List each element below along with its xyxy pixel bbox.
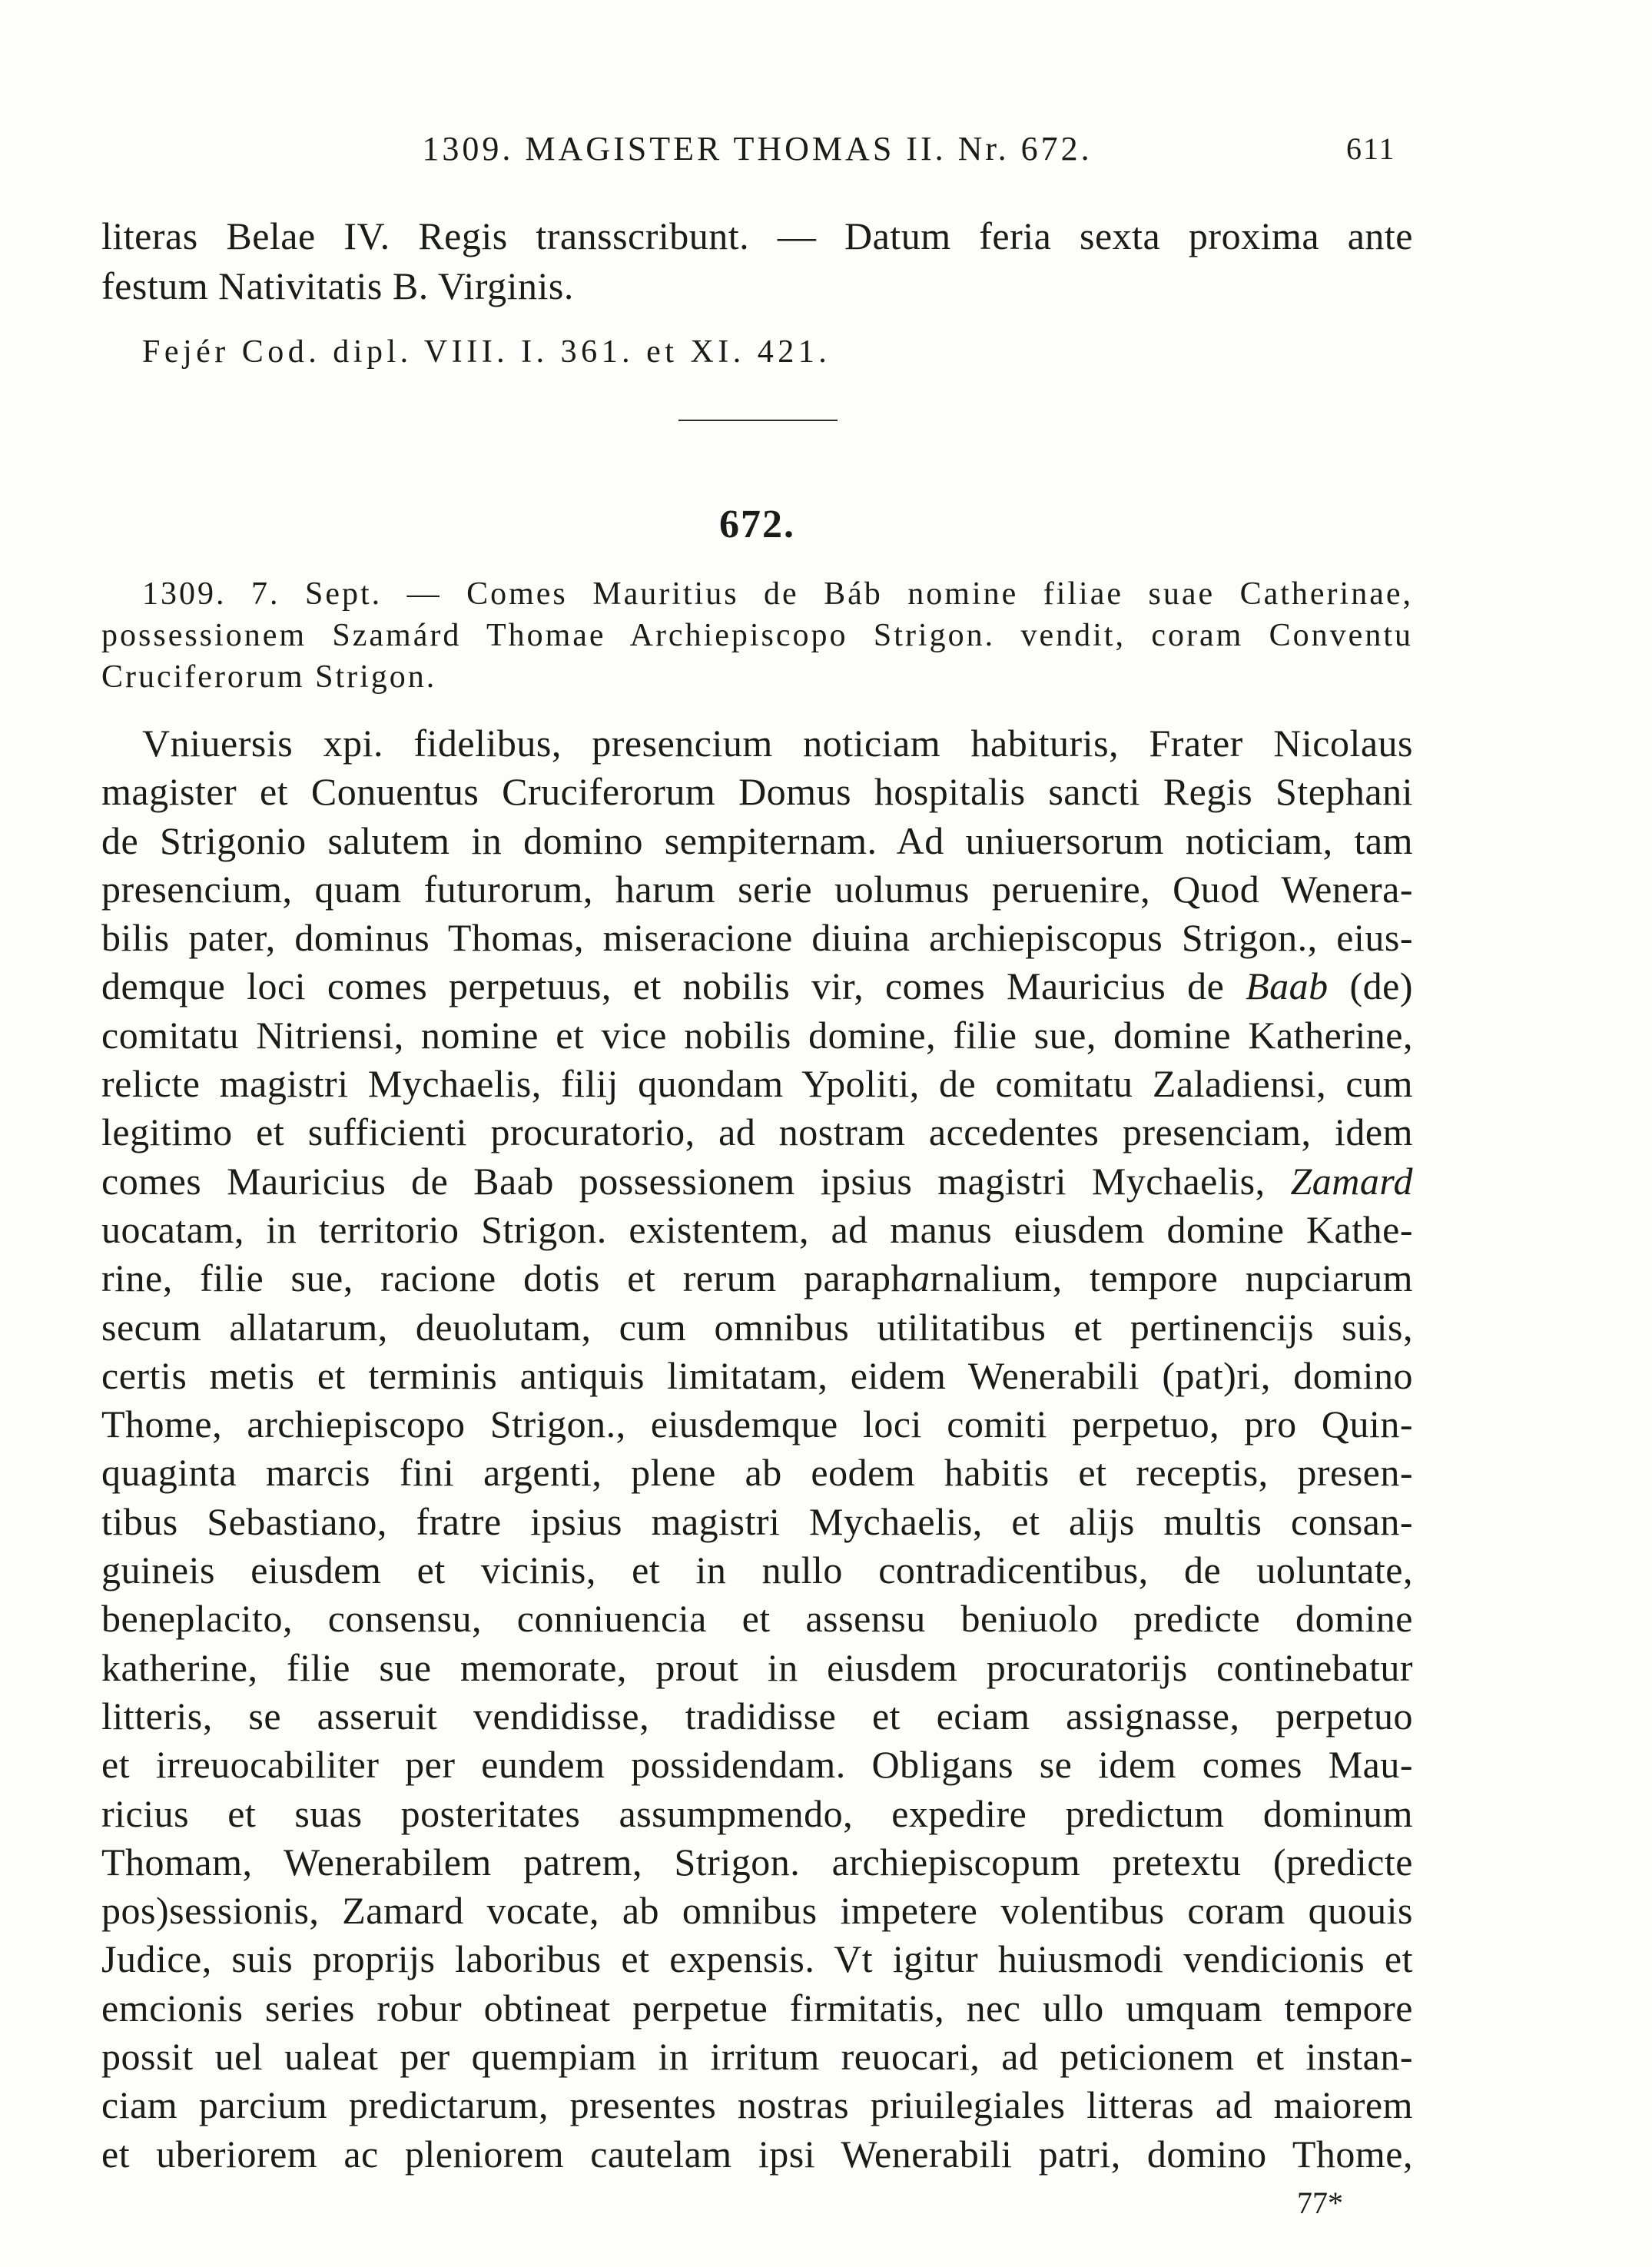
text-segment: rine, filie sue, racione dotis et rerum paraph (101, 1256, 911, 1300)
text-line: ricius et suas posteritates assumpmendo, expedire predictum dominum (101, 1791, 1413, 1835)
previous-entry-text (101, 211, 1413, 311)
text-line: magister et Conuentus Cruciferorum Domus hospitalis sancti Regis Stephani (101, 770, 1413, 814)
text-line: guineis eiusdem et vicinis, et in nullo contradicentibus, de uoluntate, (101, 1548, 1413, 1592)
text-line: et irreuocabiliter per eundem possidendam. Obligans se idem comes Mau- (101, 1743, 1413, 1787)
text-line: katherine, filie sue memorate, prout in eiusdem procuratorijs continebatur (101, 1645, 1413, 1689)
summary-line: possessionem Szamárd Thomae Archiepiscopo Strigon. vendit, coram Conventu (101, 618, 1413, 653)
text-line (101, 962, 1413, 1011)
signature-mark: 77* (1297, 2186, 1343, 2220)
text-line: Vniuersis xpi. fidelibus, presencium noticiam habituris, Frater Nicolaus (142, 722, 1413, 765)
text-line: bilis pater, dominus Thomas, miseracione diuina archiepiscopus Strigon., eius- (101, 916, 1413, 960)
text-line: litteris, se asseruit vendidisse, tradidisse et eciam assignasse, perpetuo (101, 1694, 1413, 1738)
text-line: ciam parcium predictarum, presentes nostras priuilegiales litteras ad maiorem (101, 2083, 1413, 2127)
italic-name: Zamard (1290, 1159, 1413, 1203)
text-line: possit uel ualeat per quempiam in irritum reuocari, ad peticionem et instan- (101, 2035, 1413, 2079)
charter-text (101, 719, 1413, 2179)
running-title: 1309. MAGISTER THOMAS II. Nr. 672. (422, 130, 1093, 168)
text-line: festum Nativitatis B. Virginis. (101, 264, 574, 307)
text-line: presencium, quam futurorum, harum serie uolumus peruenire, Quod Wenera- (101, 867, 1413, 911)
text-segment: demque loci comes perpetuus, et nobilis vir, comes Mauricius de (101, 964, 1246, 1008)
text-line: Judice, suis proprijs laboribus et expensis. Vt igitur huiusmodi vendicionis et (101, 1937, 1413, 1981)
text-line: beneplacito, consensu, conniuencia et assensu beniuolo predicte domine (101, 1597, 1413, 1641)
text-line: Thome, archiepiscopo Strigon., eiusdemque loci comiti perpetuo, pro Quin- (101, 1402, 1413, 1446)
text-line (101, 1254, 1413, 1303)
text-line: legitimo et sufficienti procuratorio, ad nostram accedentes presenciam, idem (101, 1110, 1413, 1154)
text-line: secum allatarum, deuolutam, cum omnibus utilitatibus et pertinencijs suis, (101, 1305, 1413, 1349)
summary-line: Cruciferorum Strigon. (101, 659, 437, 695)
italic-name: Baab (1246, 964, 1329, 1008)
text-line: certis metis et terminis antiquis limitatam, eidem Wenerabili (pat)ri, domino (101, 1353, 1413, 1397)
source-citation: Fejér Cod. dipl. VIII. I. 361. et XI. 421. (142, 334, 831, 370)
text-segment: (de) (1328, 964, 1413, 1008)
section-divider (678, 420, 838, 421)
italic-letter: a (911, 1256, 930, 1300)
text-line: uocatam, in territorio Strigon. existentem, ad manus eiusdem domine Kathe- (101, 1207, 1413, 1251)
text-line: literas Belae IV. Regis transscribunt. — Datum feria sexta proxima ante (101, 214, 1413, 257)
entry-number: 672. (719, 503, 795, 546)
summary-line: 1309. 7. Sept. — Comes Mauritius de Báb nomine filiae suae Catherinae, (142, 576, 1413, 612)
text-line (101, 1157, 1413, 1206)
text-line: pos)sessionis, Zamard vocate, ab omnibus impetere volentibus coram quouis (101, 1889, 1413, 1933)
text-line: comitatu Nitriensi, nomine et vice nobilis domine, filie sue, domine Katherine, (101, 1013, 1413, 1057)
text-line: relicte magistri Mychaelis, filij quondam Ypoliti, de comitatu Zaladiensi, cum (101, 1062, 1413, 1106)
text-line: de Strigonio salutem in domino sempiternam. Ad uniuersorum noticiam, tam (101, 818, 1413, 862)
text-line: Thomam, Wenerabilem patrem, Strigon. archiepiscopum pretextu (predicte (101, 1840, 1413, 1884)
text-line: et uberiorem ac pleniorem cautelam ipsi Wenerabili patri, domino Thome, (101, 2132, 1413, 2176)
entry-summary (101, 573, 1413, 698)
text-segment: rnalium, tempore nupciarum (930, 1256, 1413, 1300)
text-line: tibus Sebastiano, fratre ipsius magistri Mychaelis, et alijs multis consan- (101, 1499, 1413, 1543)
page-number: 611 (1346, 131, 1396, 166)
text-line: quaginta marcis fini argenti, plene ab eodem habitis et receptis, presen- (101, 1451, 1413, 1495)
text-segment: comes Mauricius de Baab possessionem ipsius magistri Mychaelis, (101, 1159, 1291, 1203)
text-line: emcionis series robur obtineat perpetue firmitatis, nec ullo umquam tempore (101, 1986, 1413, 2030)
